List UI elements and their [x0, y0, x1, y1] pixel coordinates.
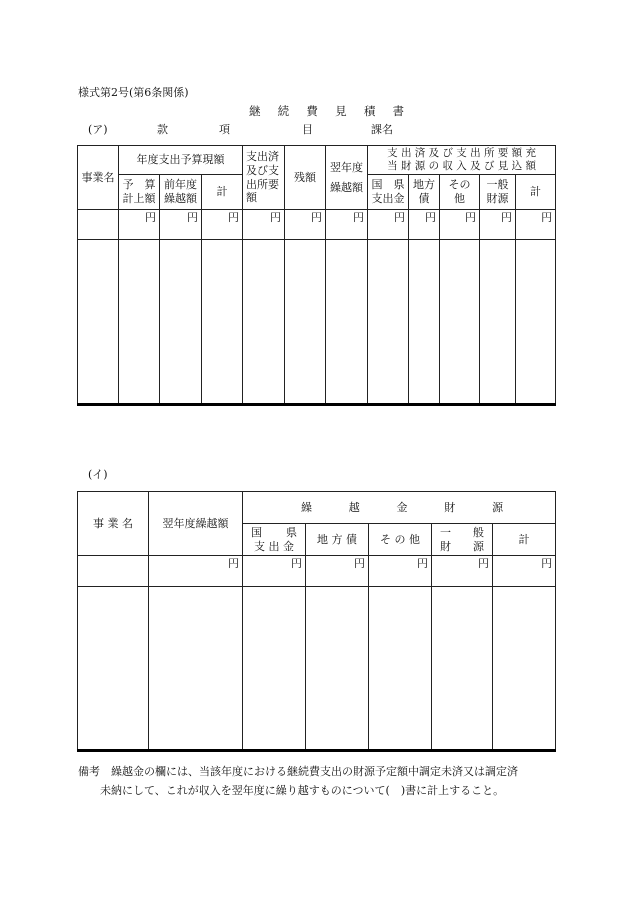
- entry-cell[interactable]: [516, 240, 556, 405]
- unit-cell: 円: [440, 210, 480, 240]
- yosan-header: [119, 175, 160, 210]
- kurikoshi-char: 金: [396, 500, 408, 514]
- unit-cell: 円: [243, 556, 306, 587]
- unit-cell-empty: [78, 556, 149, 587]
- entry-cell[interactable]: [368, 240, 409, 405]
- unit-cell-empty: [78, 210, 119, 240]
- sono-header: そ の 他: [369, 524, 432, 556]
- entry-cell[interactable]: [119, 240, 160, 405]
- zaigen-line: 支 出 済 及 び 支 出 所 要 額 充: [387, 146, 536, 159]
- document-title: [249, 106, 421, 118]
- entry-cell[interactable]: [78, 587, 149, 751]
- chiho-line: 債: [418, 192, 430, 205]
- title-char: 費: [306, 104, 319, 118]
- unit-cell: 円: [119, 210, 160, 240]
- kurikoshi-char: 繰: [301, 500, 312, 514]
- yoku-header: [326, 146, 368, 210]
- entry-cell[interactable]: [440, 240, 480, 405]
- moku-label: 目: [302, 123, 313, 136]
- ippan-header: [432, 524, 493, 556]
- kei-header: 計: [493, 524, 556, 556]
- jigyo-label: 事 業 名: [93, 516, 133, 530]
- unit-cell: 円: [516, 210, 556, 240]
- ippan-line: 一般: [486, 178, 509, 192]
- title-char: 積: [363, 104, 376, 118]
- entry-cell[interactable]: [149, 587, 243, 751]
- shishutsu-line: 額: [246, 191, 258, 205]
- kan-label: 款: [157, 123, 168, 136]
- unit-cell: 円: [149, 556, 243, 587]
- koku-line: 国 県: [371, 178, 405, 192]
- yosan-line: 計上額: [122, 192, 156, 205]
- entry-cell[interactable]: [202, 240, 243, 405]
- chiho-line: 地方: [413, 178, 436, 192]
- ippan-char: 源: [473, 539, 484, 553]
- note-line: 未納にして、これが収入を翌年度に繰り越すものについて( )書に計上すること。: [100, 784, 505, 797]
- unit-cell: 円: [285, 210, 326, 240]
- zaigen-header: [368, 146, 556, 175]
- unit-cell: 円: [432, 556, 493, 587]
- kamei-label: 課名: [371, 123, 393, 136]
- estimate-table-b: [77, 491, 556, 752]
- koku-char: 国: [251, 525, 262, 539]
- jigyo-header: 事業名: [78, 146, 119, 210]
- kurikoshi-char: 源: [492, 500, 504, 514]
- entry-cell[interactable]: [78, 240, 119, 405]
- shishutsu-line: 出所要: [246, 177, 280, 191]
- entry-cell[interactable]: [326, 240, 368, 405]
- chiho-header: 地 方 債: [306, 524, 369, 556]
- zennendo-header: [160, 175, 202, 210]
- title-char: 書: [392, 104, 405, 118]
- zennendo-line: 繰越額: [164, 192, 197, 205]
- title-char: 見: [335, 104, 347, 118]
- jigyo-header: [78, 492, 149, 556]
- unit-cell: 円: [306, 556, 369, 587]
- sono-line: その: [448, 178, 471, 192]
- kei-header: 計: [202, 175, 243, 210]
- unit-cell: 円: [202, 210, 243, 240]
- kei2-header: 計: [516, 175, 556, 210]
- zaigen-line: 当 財 源 の 収 入 及 び 見 込 額: [387, 160, 536, 172]
- unit-cell: 円: [409, 210, 440, 240]
- kurikoshi-header: [243, 492, 556, 524]
- shishutsu-line: 支出済: [246, 150, 280, 163]
- kurikoshi-char: 財: [444, 500, 456, 514]
- shishutsu-line: 及び支: [246, 163, 280, 177]
- koku-char: 県: [286, 525, 297, 539]
- entry-cell[interactable]: [493, 587, 556, 751]
- note-line: 備考 繰越金の欄には、当該年度における継続費支出の財源予定額中調定未済又は調定済: [78, 765, 518, 778]
- estimate-table-a: [77, 145, 556, 406]
- entry-cell[interactable]: [432, 587, 493, 751]
- ippan-char: 一: [440, 525, 451, 539]
- yosan-line: 予 算: [122, 178, 156, 192]
- kurikoshi-char: 越: [348, 500, 360, 514]
- ippan-header: [480, 175, 516, 210]
- unit-cell: 円: [160, 210, 202, 240]
- entry-cell[interactable]: [480, 240, 516, 405]
- nendo-yosan-header: 年度支出予算現額: [119, 146, 243, 175]
- yoku-line: 繰越額: [330, 180, 364, 194]
- section-a-label: (ア): [88, 123, 108, 136]
- koku-line: 支 出 金: [254, 539, 294, 553]
- entry-cell[interactable]: [306, 587, 369, 751]
- unit-cell: 円: [243, 210, 285, 240]
- ippan-char: 財: [440, 539, 451, 553]
- form-number: 様式第2号(第6条関係): [78, 86, 189, 99]
- ippan-line: 財源: [486, 192, 509, 205]
- sono-header: [440, 175, 480, 210]
- unit-cell: 円: [368, 210, 409, 240]
- title-char: 継: [249, 104, 261, 118]
- shishutsu-header: [243, 146, 285, 210]
- unit-cell: 円: [326, 210, 368, 240]
- koku-header: [368, 175, 409, 210]
- entry-cell[interactable]: [369, 587, 432, 751]
- yoku-header: 翌年度繰越額: [149, 492, 243, 556]
- kou-label: 項: [219, 123, 230, 136]
- section-i-label: (イ): [88, 468, 108, 481]
- entry-cell[interactable]: [243, 587, 306, 751]
- zennendo-line: 前年度: [164, 178, 197, 192]
- koku-line: 支出金: [371, 192, 405, 205]
- entry-cell[interactable]: [409, 240, 440, 405]
- zangaku-header: 残額: [285, 146, 326, 210]
- yoku-line: 翌年度: [330, 160, 364, 174]
- sono-line: 他: [454, 192, 466, 205]
- koku-header: [243, 524, 306, 556]
- entry-cell[interactable]: [285, 240, 326, 405]
- chiho-header: [409, 175, 440, 210]
- unit-cell: 円: [369, 556, 432, 587]
- ippan-char: 般: [473, 525, 484, 539]
- unit-cell: 円: [493, 556, 556, 587]
- entry-cell[interactable]: [243, 240, 285, 405]
- entry-cell[interactable]: [160, 240, 202, 405]
- unit-cell: 円: [480, 210, 516, 240]
- title-char: 続: [277, 104, 290, 118]
